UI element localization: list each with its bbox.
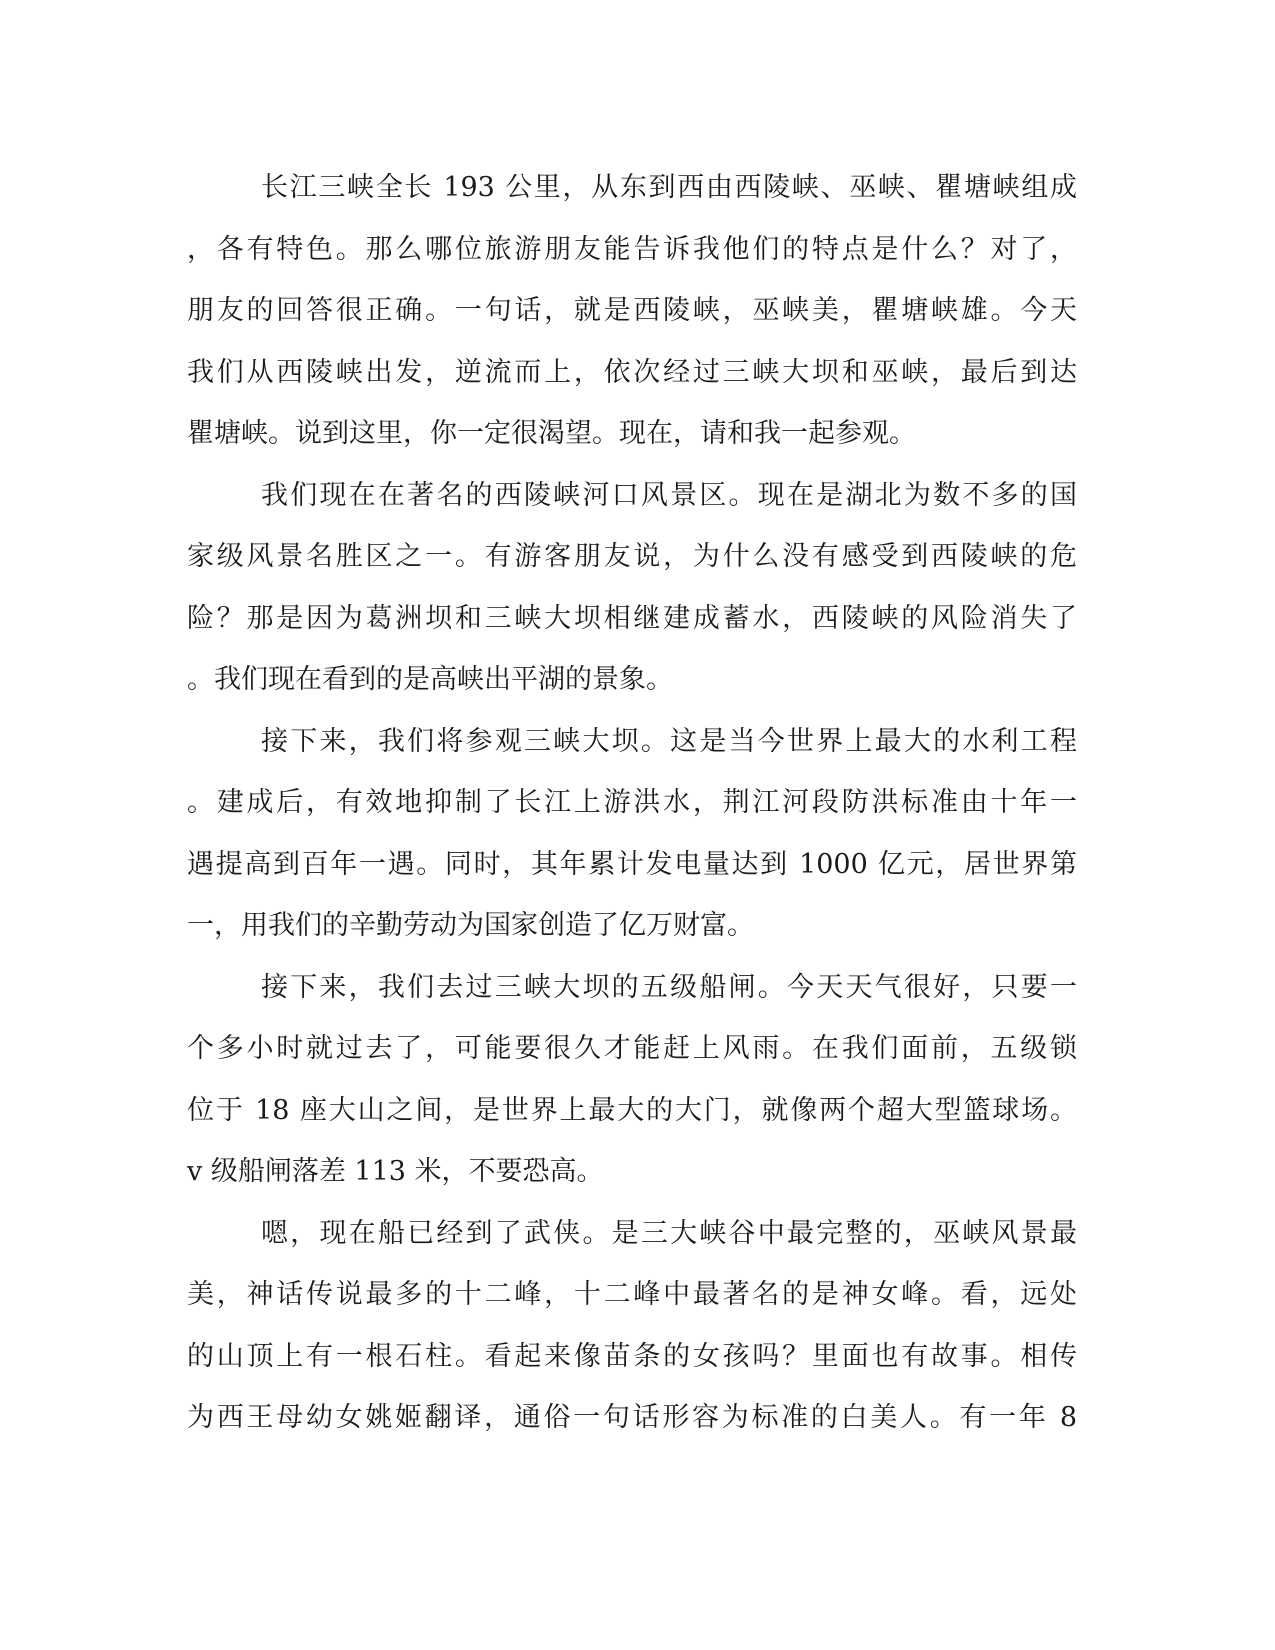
paragraph-line: 险？那是因为葛洲坝和三峡大坝相继建成蓄水，西陵峡的风险消失了 — [187, 602, 1077, 634]
paragraph-line: 朋友的回答很正确。一句话，就是西陵峡，巫峡美，瞿塘峡雄。今天 — [187, 295, 1077, 326]
paragraph-xiling-gorge — [187, 465, 1077, 711]
document-body — [187, 157, 1077, 1449]
paragraph-line: 的山顶上有一根石柱。看起来像苗条的女孩吗？里面也有故事。相传 — [187, 1340, 1077, 1372]
paragraph-line: 接下来，我们将参观三峡大坝。这是当今世界上最大的水利工程 — [261, 725, 1077, 757]
paragraph-three-gorges-dam — [187, 711, 1077, 957]
paragraph-line: 。我们现在看到的是高峡出平湖的景象。 — [187, 664, 673, 695]
paragraph-line: 瞿塘峡。说到这里，你一定很渴望。现在，请和我一起参观。 — [187, 418, 916, 449]
paragraph-line: 为西王母幼女姚姬翻译，通俗一句话形容为标准的白美人。有一年 8 — [187, 1402, 1077, 1433]
paragraph-line: 遇提高到百年一遇。同时，其年累计发电量达到 1000 亿元，居世界第 — [187, 848, 1077, 880]
paragraph-ship-lock — [187, 957, 1077, 1203]
paragraph-line: 我们从西陵峡出发，逆流而上，依次经过三峡大坝和巫峡，最后到达 — [187, 356, 1077, 388]
paragraph-line: 位于 18 座大山之间，是世界上最大的大门，就像两个超大型篮球场。 — [187, 1094, 1077, 1126]
paragraph-line: ，各有特色。那么哪位旅游朋友能告诉我他们的特点是什么？对了， — [187, 233, 1077, 265]
paragraph-line: 长江三峡全长 193 公里，从东到西由西陵峡、巫峡、瞿塘峡组成 — [261, 172, 1077, 203]
paragraph-three-gorges-intro — [187, 157, 1077, 465]
paragraph-line: 。建成后，有效地抑制了长江上游洪水，荆江河段防洪标准由十年一 — [187, 787, 1077, 818]
paragraph-line: 我们现在在著名的西陵峡河口风景区。现在是湖北为数不多的国 — [261, 479, 1077, 511]
paragraph-line: 家级风景名胜区之一。有游客朋友说，为什么没有感受到西陵峡的危 — [187, 541, 1077, 572]
paragraph-line: 美，神话传说最多的十二峰，十二峰中最著名的是神女峰。看，远处 — [187, 1279, 1077, 1310]
paragraph-line: 接下来，我们去过三峡大坝的五级船闸。今天天气很好，只要一 — [261, 971, 1077, 1003]
paragraph-line: 个多小时就过去了，可能要很久才能赶上风雨。在我们面前，五级锁 — [187, 1033, 1077, 1064]
paragraph-line: 一，用我们的辛勤劳动为国家创造了亿万财富。 — [187, 910, 754, 941]
paragraph-line: v 级船闸落差 113 米，不要恐高。 — [187, 1156, 604, 1187]
paragraph-line: 嗯，现在船已经到了武侠。是三大峡谷中最完整的，巫峡风景最 — [261, 1217, 1077, 1249]
paragraph-wu-gorge — [187, 1203, 1077, 1449]
